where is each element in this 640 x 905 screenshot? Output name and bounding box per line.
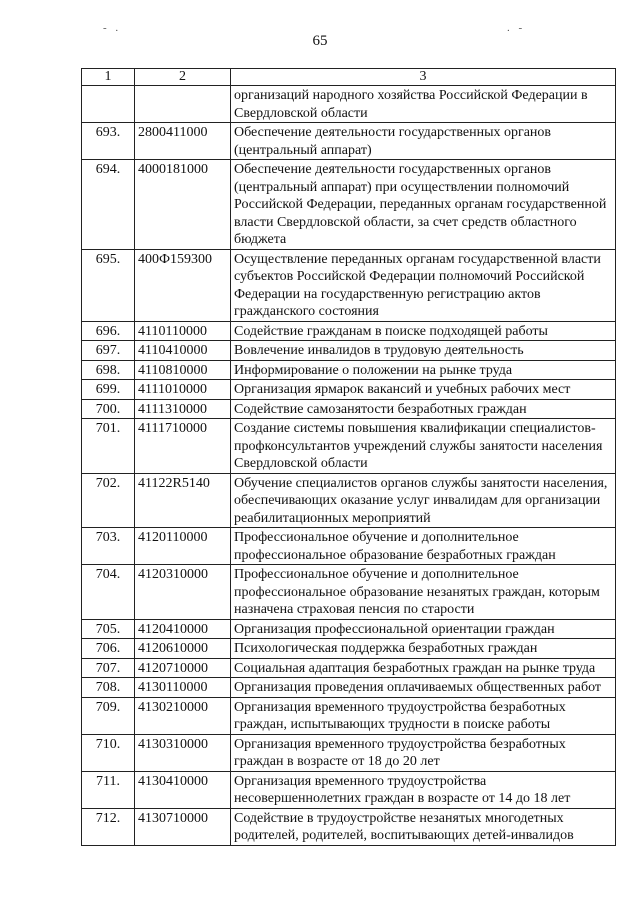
table-row [82, 360, 616, 380]
top-mark-left: - . [103, 22, 122, 34]
row-number: 697. [82, 341, 135, 361]
row-description: Организация ярмарок вакансий и учебных рабочих мест [231, 380, 616, 400]
table-row [82, 619, 616, 639]
row-code: 4120310000 [135, 565, 231, 620]
table-row [82, 419, 616, 474]
row-description: Организация временного трудоустройства безработных граждан в возрасте от 18 до 20 лет [231, 734, 616, 771]
row-code: 4111710000 [135, 419, 231, 474]
table-row [82, 734, 616, 771]
row-description: Организация проведения оплачиваемых общественных работ [231, 678, 616, 698]
row-number: 711. [82, 771, 135, 808]
row-number: 699. [82, 380, 135, 400]
row-number: 704. [82, 565, 135, 620]
column-header-1: 1 [82, 69, 135, 86]
row-number: 698. [82, 360, 135, 380]
row-code: 400Ф159300 [135, 249, 231, 321]
row-description: Профессиональное обучение и дополнительное профессиональное образование незанятых граждан, которым назначена страховая пенсия по старости [231, 565, 616, 620]
page-number: 65 [312, 33, 328, 49]
table-row [82, 565, 616, 620]
row-code: 4130310000 [135, 734, 231, 771]
table-row [82, 639, 616, 659]
row-code: 4000181000 [135, 160, 231, 250]
row-code: 4120110000 [135, 528, 231, 565]
row-code: 4111010000 [135, 380, 231, 400]
row-number: 707. [82, 658, 135, 678]
row-number: 708. [82, 678, 135, 698]
column-header-3: 3 [231, 69, 616, 86]
table-row [82, 380, 616, 400]
table-row [82, 399, 616, 419]
top-mark-right: . - [507, 22, 526, 34]
row-code: 4130210000 [135, 697, 231, 734]
row-number [82, 86, 135, 123]
row-description: Организация профессиональной ориентации граждан [231, 619, 616, 639]
row-description: Содействие в трудоустройстве незанятых многодетных родителей, родителей, воспитывающих детей-инвалидов [231, 808, 616, 845]
row-description: организаций народного хозяйства Российской Федерации в Свердловской области [231, 86, 616, 123]
row-description: Содействие самозанятости безработных граждан [231, 399, 616, 419]
row-description: Обеспечение деятельности государственных органов (центральный аппарат) при осуществлении полномочий Российской Федерации, переданных органам государственной власти Свердловской области, за счет средств областного бюджета [231, 160, 616, 250]
table-row [82, 678, 616, 698]
row-number: 701. [82, 419, 135, 474]
column-header-2: 2 [135, 69, 231, 86]
row-code: 4130410000 [135, 771, 231, 808]
table-row [82, 86, 616, 123]
row-code: 4110410000 [135, 341, 231, 361]
row-code: 41122R5140 [135, 473, 231, 528]
table-row [82, 771, 616, 808]
row-description: Создание системы повышения квалификации специалистов-профконсультантов учреждений службы занятости населения Свердловской области [231, 419, 616, 474]
row-code: 4120410000 [135, 619, 231, 639]
row-number: 700. [82, 399, 135, 419]
row-description: Содействие гражданам в поиске подходящей работы [231, 321, 616, 341]
row-number: 710. [82, 734, 135, 771]
row-number: 703. [82, 528, 135, 565]
table-row [82, 473, 616, 528]
row-code [135, 86, 231, 123]
row-number: 706. [82, 639, 135, 659]
row-number: 702. [82, 473, 135, 528]
row-description: Обеспечение деятельности государственных органов (центральный аппарат) [231, 123, 616, 160]
row-code: 4120610000 [135, 639, 231, 659]
row-description: Организация временного трудоустройства несовершеннолетних граждан в возрасте от 14 до 18 лет [231, 771, 616, 808]
row-number: 694. [82, 160, 135, 250]
row-code: 4110810000 [135, 360, 231, 380]
row-code: 4120710000 [135, 658, 231, 678]
table-row [82, 808, 616, 845]
row-number: 712. [82, 808, 135, 845]
table-row [82, 123, 616, 160]
row-description: Профессиональное обучение и дополнительное профессиональное образование безработных граждан [231, 528, 616, 565]
row-description: Вовлечение инвалидов в трудовую деятельность [231, 341, 616, 361]
table-row [82, 528, 616, 565]
row-description: Социальная адаптация безработных граждан на рынке труда [231, 658, 616, 678]
table-row [82, 658, 616, 678]
row-number: 705. [82, 619, 135, 639]
row-description: Организация временного трудоустройства безработных граждан, испытывающих трудности в поиске работы [231, 697, 616, 734]
table-header-row [82, 69, 616, 86]
table-row [82, 160, 616, 250]
row-code: 4130710000 [135, 808, 231, 845]
row-number: 696. [82, 321, 135, 341]
row-description: Информирование о положении на рынке труда [231, 360, 616, 380]
row-number: 709. [82, 697, 135, 734]
row-code: 4111310000 [135, 399, 231, 419]
row-code: 4130110000 [135, 678, 231, 698]
row-number: 695. [82, 249, 135, 321]
row-number: 693. [82, 123, 135, 160]
table-row [82, 697, 616, 734]
row-description: Обучение специалистов органов службы занятости населения, обеспечивающих оказание услуг инвалидам для организации реабилитационных мероприятий [231, 473, 616, 528]
table-row [82, 321, 616, 341]
table-row [82, 341, 616, 361]
row-code: 2800411000 [135, 123, 231, 160]
classifier-table [81, 68, 616, 846]
row-description: Осуществление переданных органам государственной власти субъектов Российской Федерации полномочий Российской Федерации на государственную регистрацию актов гражданского состояния [231, 249, 616, 321]
table-row [82, 249, 616, 321]
row-code: 4110110000 [135, 321, 231, 341]
row-description: Психологическая поддержка безработных граждан [231, 639, 616, 659]
